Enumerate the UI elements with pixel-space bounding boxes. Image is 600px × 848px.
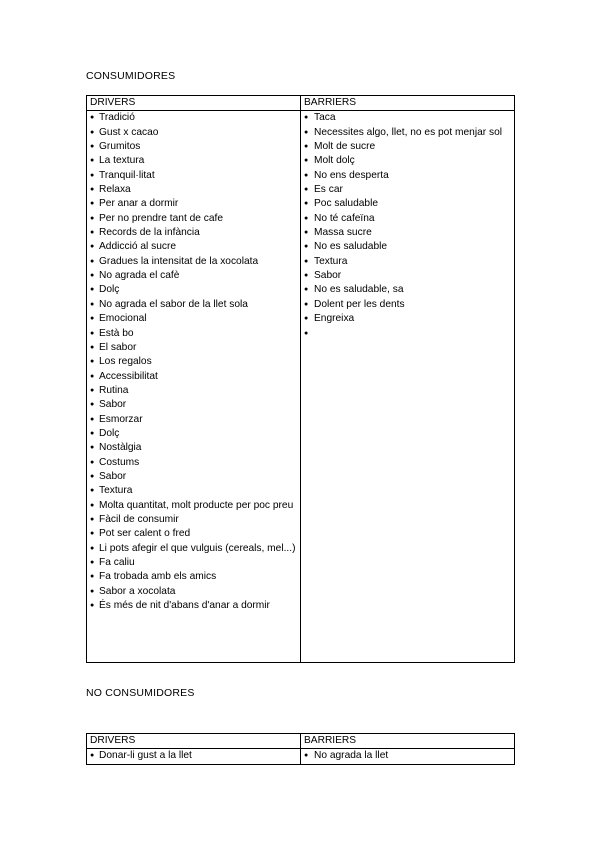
drivers-cell <box>87 111 301 663</box>
list-item: ● No agrada el sabor de la llet sola <box>90 298 297 312</box>
list-item: ● Taca <box>304 111 511 125</box>
list-item: ● Li pots afegir el que vulguis (cereals, mel...) <box>90 542 297 556</box>
list-item: ● El sabor <box>90 341 297 355</box>
list-item: ● Es car <box>304 183 511 197</box>
drivers-cell <box>87 749 301 764</box>
table-header-row <box>87 734 515 749</box>
list-item: ● Tradició <box>90 111 297 125</box>
list-item: ● Pot ser calent o fred <box>90 527 297 541</box>
list-item: ● És més de nit d'abans d'anar a dormir <box>90 599 297 613</box>
list-item: ● No agrada la llet <box>304 749 511 763</box>
list-item: ● Dolç <box>90 283 297 297</box>
list-item: ● Massa sucre <box>304 226 511 240</box>
list-item: ● Fàcil de consumir <box>90 513 297 527</box>
barriers-header: BARRIERS <box>301 96 515 111</box>
list-item: ● No agrada el cafè <box>90 269 297 283</box>
list-item: ● Records de la infància <box>90 226 297 240</box>
list-item: ● Fa trobada amb els amics <box>90 570 297 584</box>
list-item: ● Per no prendre tant de cafe <box>90 212 297 226</box>
drivers-list <box>90 111 297 613</box>
table-header-row <box>87 96 515 111</box>
list-item: ● Sabor <box>90 470 297 484</box>
list-item: ● Molta quantitat, molt producte per poc preu <box>90 499 297 513</box>
list-item: ● Està bo <box>90 327 297 341</box>
list-item: ● No es saludable <box>304 240 511 254</box>
no-consumidores-table <box>86 733 515 765</box>
list-item: ● Grumitos <box>90 140 297 154</box>
list-item: ● Molt de sucre <box>304 140 511 154</box>
list-item: ● Textura <box>304 255 511 269</box>
list-item: ● Engreixa <box>304 312 511 326</box>
list-item: ● Relaxa <box>90 183 297 197</box>
list-item: ● No es saludable, sa <box>304 283 511 297</box>
list-item: ● Fa caliu <box>90 556 297 570</box>
list-item: ● Poc saludable <box>304 197 511 211</box>
barriers-cell <box>301 111 515 663</box>
table-body-row <box>87 749 515 764</box>
list-item: ● Molt dolç <box>304 154 511 168</box>
list-item: ● Dolent per les dents <box>304 298 511 312</box>
drivers-header: DRIVERS <box>87 96 301 111</box>
consumidores-table <box>86 95 515 663</box>
table-body-row <box>87 111 515 663</box>
list-item: ● Sabor <box>90 398 297 412</box>
barriers-list <box>304 111 511 326</box>
list-item: ● Los regalos <box>90 355 297 369</box>
drivers-header: DRIVERS <box>87 734 301 749</box>
barriers-cell <box>301 749 515 764</box>
list-item: ● Addicció al sucre <box>90 240 297 254</box>
list-item: ● Donar-li gust a la llet <box>90 749 297 763</box>
drivers-list <box>90 749 297 763</box>
list-item: ● Dolç <box>90 427 297 441</box>
list-item: ● Sabor a xocolata <box>90 585 297 599</box>
section-title-consumidores: CONSUMIDORES <box>86 70 176 82</box>
list-item: ● Nostàlgia <box>90 441 297 455</box>
list-item: ● La textura <box>90 154 297 168</box>
list-item: ● Esmorzar <box>90 413 297 427</box>
list-item: ● Rutina <box>90 384 297 398</box>
list-item: ● No té cafeïna <box>304 212 511 226</box>
list-item: ● Gradues la intensitat de la xocolata <box>90 255 297 269</box>
list-item: ● Emocional <box>90 312 297 326</box>
list-item: ● No ens desperta <box>304 169 511 183</box>
barriers-list <box>304 749 511 763</box>
list-item: ● Costums <box>90 456 297 470</box>
list-item: ● Necessites algo, llet, no es pot menjar sol <box>304 126 511 140</box>
barriers-header: BARRIERS <box>301 734 515 749</box>
list-item: ● Gust x cacao <box>90 126 297 140</box>
list-item: ● Tranquil·litat <box>90 169 297 183</box>
list-item: ● Sabor <box>304 269 511 283</box>
section-title-no-consumidores: NO CONSUMIDORES <box>86 687 195 699</box>
list-item: ● Per anar a dormir <box>90 197 297 211</box>
list-item: ● Textura <box>90 484 297 498</box>
list-item: ● Accessibilitat <box>90 370 297 384</box>
